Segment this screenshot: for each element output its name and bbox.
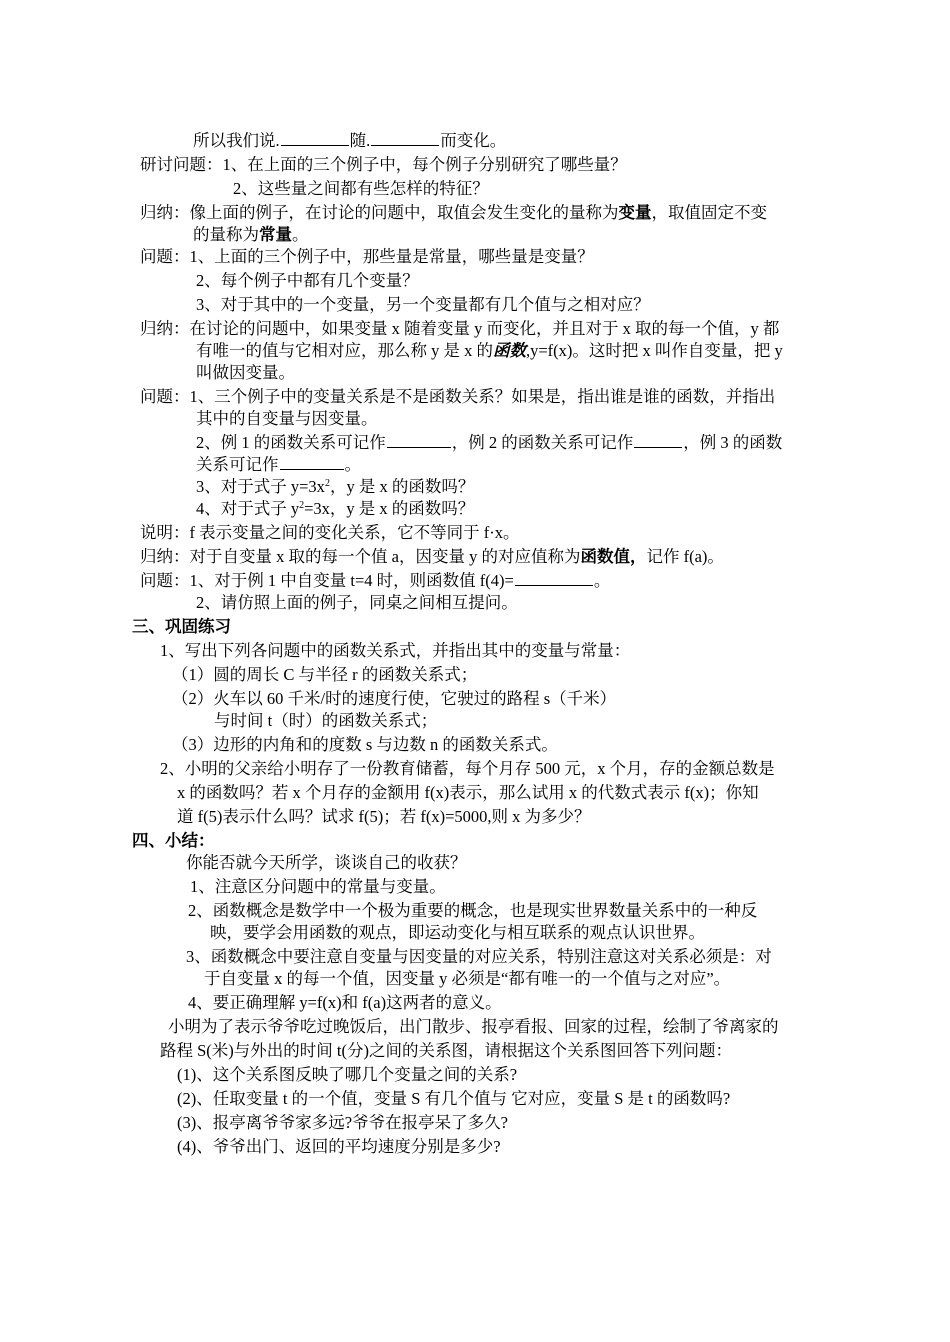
text-line: 1、注意区分问题中的常量与变量。 (190, 877, 446, 896)
text-line: 2、例 1 的函数关系可记作 ，例 2 的函数关系可记作 ，例 3 的函数 (196, 433, 783, 452)
text-line: 映，要学会用函数的观点，即运动变化与相互联系的观点认识世界。 (210, 923, 705, 942)
text-line: 道 f(5)表示什么吗？试求 f(5)；若 f(x)=5000,则 x 为多少？ (177, 807, 591, 826)
fill-blank (515, 570, 593, 586)
text-line: 3、对于式子 $y=3x^2$，y 是 x 的函数吗？ (196, 477, 475, 496)
fill-blank (371, 130, 439, 146)
text-line: 2、这些量之间都有些怎样的特征？ (233, 179, 489, 198)
text-line: 1、写出下列各问题中的函数关系式，并指出其中的变量与常量： (160, 641, 631, 660)
text-line: 归纳：像上面的例子，在讨论的问题中，取值会发生变化的量称为变量，取值固定不变 (140, 203, 767, 222)
text-line: 问题：1、三个例子中的变量关系是不是函数关系？如果是，指出谁是谁的函数，并指出 (140, 387, 776, 406)
text-line: (2)、任取变量 t 的一个值，变量 S 有几个值与 它对应，变量 S 是 t 的函数吗? (177, 1089, 731, 1108)
text-line: 2、请仿照上面的例子，同桌之间相互提问。 (196, 593, 518, 612)
text-line: 说明：f 表示变量之间的变化关系，它不等同于 f·x。 (140, 523, 520, 542)
text-line: 的量称为常量。 (193, 225, 309, 244)
term-function: 函数 (493, 341, 526, 360)
text-line: 于自变量 x 的每一个值，因变量 y 必须是“都有唯一的一个值与之对应”。 (204, 969, 731, 988)
text-line: 问题：1、对于例 1 中自变量 t=4 时，则函数值 f(4)= 。 (140, 571, 611, 590)
fill-blank (387, 432, 451, 448)
text-line: 关系可记作 。 (196, 455, 361, 474)
text-line: 4、要正确理解 y=f(x)和 f(a)这两者的意义。 (188, 993, 502, 1012)
text-line: 2、小明的父亲给小明存了一份教育储蓄，每个月存 500 元，x 个月，存的金额总数是 (160, 759, 775, 778)
text-line: 归纳：在讨论的问题中，如果变量 x 随着变量 y 而变化，并且对于 x 取的每一个值，y 都 (140, 319, 780, 338)
term-constant: 常量 (259, 225, 292, 244)
term-function-value: 函数值， (580, 547, 647, 566)
text-line: 你能否就今天所学，谈谈自己的收获？ (186, 853, 467, 872)
text-line: 研讨问题：1、在上面的三个例子中，每个例子分别研究了哪些量？ (140, 155, 627, 174)
text-line: 4、对于式子 $y^2=3x$，y 是 x 的函数吗？ (196, 499, 475, 518)
text-line: (4)、爷爷出门、返回的平均速度分别是多少? (177, 1137, 501, 1156)
text-line: 3、函数概念中要注意自变量与因变量的对应关系，特别注意这对关系必须是：对 (186, 947, 772, 966)
section-heading: 四、小结： (132, 831, 215, 850)
text-line: 与时间 t（时）的函数关系式； (214, 711, 438, 730)
text-line: 归纳：对于自变量 x 取的每一个值 a，因变量 y 的对应值称为函数值，记作 f(a)。 (140, 547, 724, 566)
text-line: 2、函数概念是数学中一个极为重要的概念，也是现实世界数量关系中的一种反 (188, 901, 758, 920)
text-line: 叫做因变量。 (196, 363, 295, 382)
fill-blank (634, 432, 682, 448)
fill-blank (280, 454, 344, 470)
text-line: 其中的自变量与因变量。 (196, 409, 378, 428)
text-line: （1）圆的周长 C 与半径 r 的函数关系式； (172, 665, 478, 684)
section-heading: 三、巩固练习 (132, 617, 231, 636)
text-line: 所以我们说. 随. 而变化。 (193, 131, 507, 150)
text-line: (1)、这个关系图反映了哪几个变量之间的关系? (177, 1065, 518, 1084)
text-line: x 的函数吗？若 x 个月存的金额用 f(x)表示，那么试用 x 的代数式表示 f(x)；你知 (177, 783, 759, 802)
text-line: 2、每个例子中都有几个变量？ (196, 271, 419, 290)
text-line: 小明为了表示爷爷吃过晚饭后，出门散步、报亭看报、回家的过程，绘制了爷离家的 (168, 1017, 779, 1036)
text-line: （3）边形的内角和的度数 s 与边数 n 的函数关系式。 (172, 735, 558, 754)
text-line: （2）火车以 60 千米/时的速度行使，它驶过的路程 s（千米） (172, 689, 617, 708)
text-line: 3、对于其中的一个变量，另一个变量都有几个值与之相对应？ (196, 295, 650, 314)
text-line: 有唯一的值与它相对应，那么称 y 是 x 的函数,y=f(x)。这时把 x 叫作自变量，把 y (196, 341, 783, 360)
term-variable: 变量 (618, 203, 652, 222)
text-line: (3)、报亭离爷爷家多远?爷爷在报亭呆了多久? (177, 1113, 508, 1132)
text-line: 路程 S(米)与外出的时间 t(分)之间的关系图，请根据这个关系图回答下列问题： (160, 1041, 732, 1060)
text-line: 问题：1、上面的三个例子中，那些量是常量，哪些量是变量？ (140, 247, 594, 266)
fill-blank (281, 130, 349, 146)
